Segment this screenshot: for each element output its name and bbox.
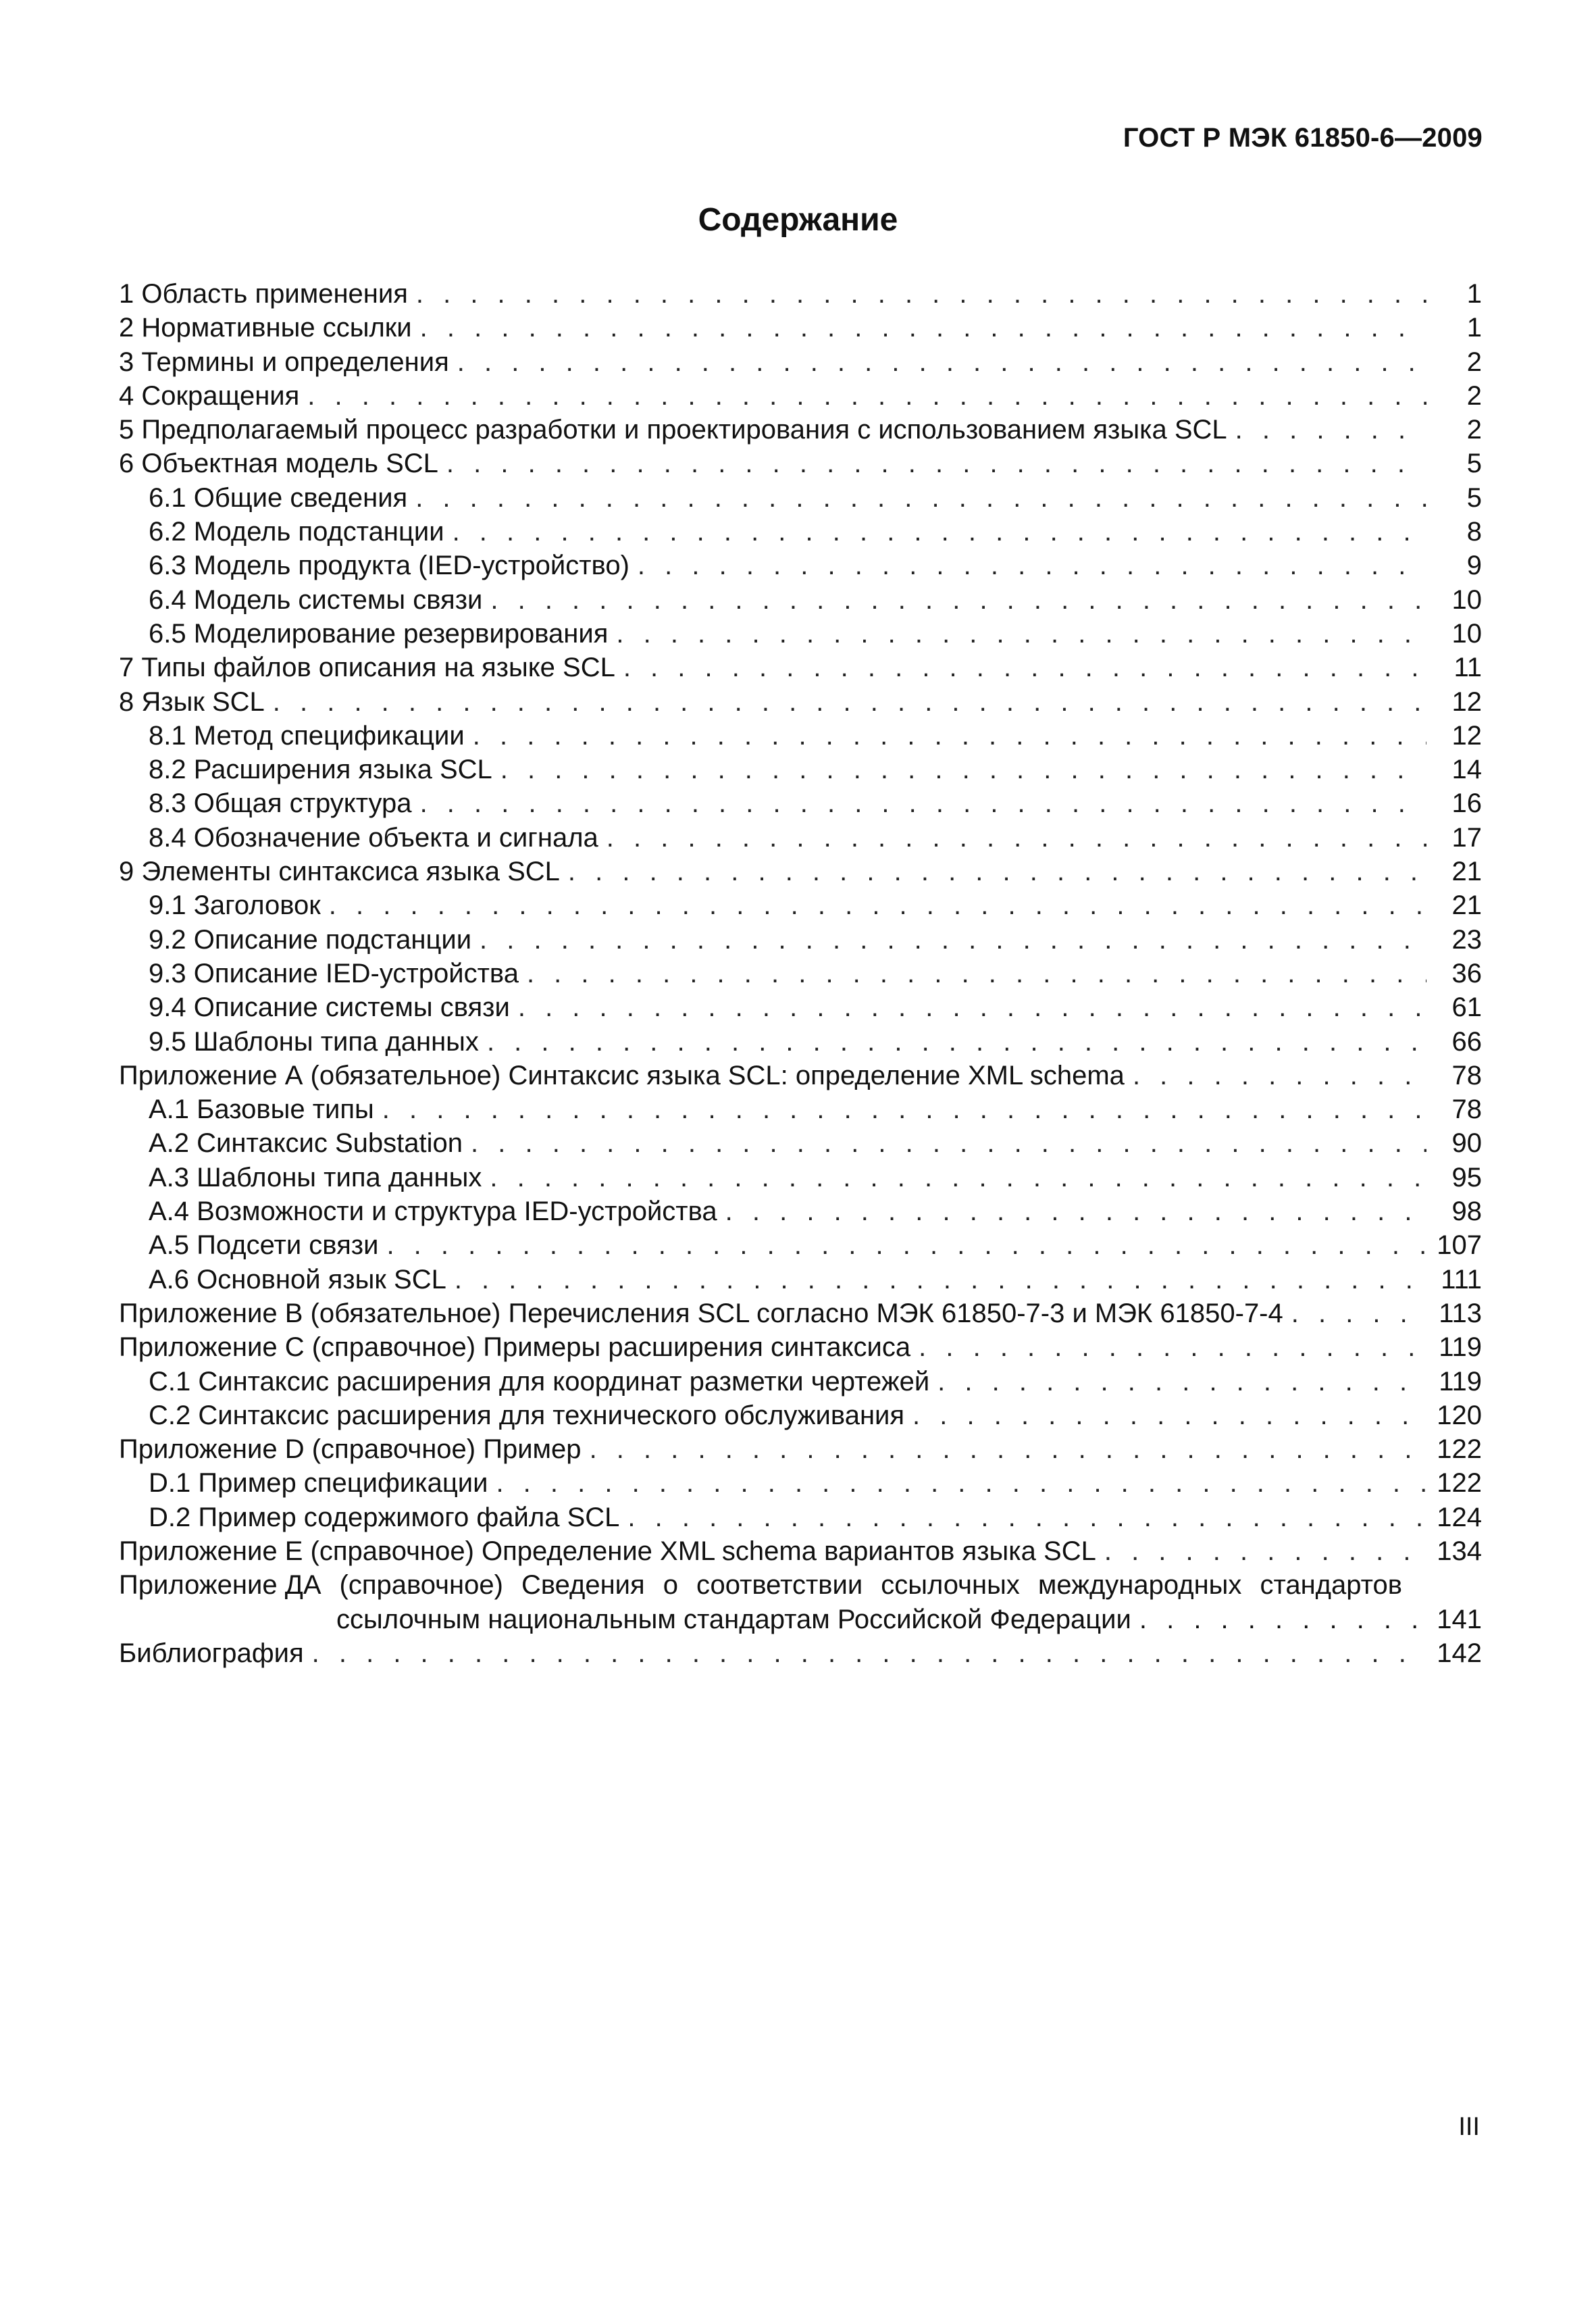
toc-section-entry[interactable] (119, 447, 1482, 480)
toc-dot-leader (919, 1330, 1426, 1364)
toc-dot-leader (446, 447, 1426, 480)
toc-entry-label: 8.3 Общая структура (149, 788, 412, 819)
toc-entry-page-number: 120 (1437, 1400, 1482, 1430)
toc-dot-leader (725, 1194, 1426, 1228)
toc-subsection-entry[interactable] (119, 1501, 1482, 1534)
toc-dot-leader (527, 957, 1426, 990)
toc-dot-leader (623, 651, 1426, 684)
toc-entry-page-number: 119 (1439, 1332, 1482, 1363)
toc-entry-page-number: 8 (1466, 517, 1482, 547)
toc-subsection-entry[interactable] (119, 1092, 1482, 1126)
toc-entry-label: D.2 Пример содержимого файла SCL (149, 1502, 620, 1532)
toc-dot-leader (627, 1501, 1426, 1534)
toc-entry-label: 9.2 Описание подстанции (149, 924, 472, 955)
toc-entry-page-number: 66 (1451, 1026, 1482, 1057)
toc-section-entry[interactable] (119, 277, 1482, 311)
toc-dot-leader (937, 1365, 1426, 1399)
toc-dot-leader (568, 855, 1426, 888)
toc-subsection-entry[interactable] (119, 1161, 1482, 1194)
toc-entry-page-number: 36 (1451, 958, 1482, 988)
toc-dot-leader (490, 583, 1426, 617)
toc-dot-leader (590, 1432, 1426, 1466)
toc-entry-label-line2: ссылочным национальным стандартам Российской Федерации (336, 1604, 1131, 1634)
toc-dot-leader (1104, 1534, 1426, 1568)
toc-entry-word: ссылочных (881, 1570, 1020, 1601)
toc-entry-label: 6.5 Моделирование резервирования (149, 618, 609, 649)
toc-dot-leader (912, 1399, 1426, 1432)
toc-entry-page-number: 1 (1466, 279, 1482, 309)
toc-subsection-entry[interactable] (119, 1399, 1482, 1432)
toc-entry-label: Приложение А (обязательное) Синтаксис языка SCL: определение XML schema (119, 1060, 1125, 1090)
toc-entry-page-number: 2 (1466, 415, 1482, 445)
toc-dot-leader (420, 786, 1426, 820)
toc-dot-leader (607, 821, 1426, 855)
toc-entry-page-number: 17 (1451, 822, 1482, 853)
toc-entry-label: 8.1 Метод спецификации (149, 720, 465, 751)
toc-subsection-entry[interactable] (119, 515, 1482, 549)
toc-subsection-entry[interactable] (119, 549, 1482, 582)
toc-entry-page-number: 107 (1437, 1230, 1482, 1261)
toc-entry-word: Сведения (521, 1570, 645, 1601)
toc-entry-label-line1 (119, 1568, 1482, 1602)
toc-entry-page-number: 14 (1451, 755, 1482, 785)
toc-subsection-entry[interactable] (119, 990, 1482, 1024)
toc-subsection-entry[interactable] (119, 957, 1482, 990)
toc-entry-page-number: 98 (1451, 1197, 1482, 1227)
toc-dot-leader (416, 277, 1426, 311)
document-number-header: ГОСТ Р МЭК 61850-6—2009 (1123, 123, 1483, 153)
toc-entry-label: 6.4 Модель системы связи (149, 584, 483, 615)
toc-dot-leader (490, 1161, 1426, 1194)
toc-entry-label: 7 Типы файлов описания на языке SCL (119, 653, 615, 683)
toc-entry-label: 9.3 Описание IED-устройства (149, 958, 519, 988)
toc-entry-label: 6 Объектная модель SCL (119, 449, 438, 479)
toc-dot-leader (455, 1263, 1426, 1297)
toc-entry-page-number: 134 (1437, 1536, 1482, 1566)
toc-entry-word: международных (1037, 1570, 1242, 1601)
toc-subsection-entry[interactable] (119, 753, 1482, 786)
toc-entry-page-number: 95 (1451, 1162, 1482, 1192)
toc-entry-label: 8 Язык SCL (119, 686, 265, 717)
toc-entry-page-number: 2 (1466, 347, 1482, 377)
toc-entry-word: о (663, 1570, 678, 1601)
toc-subsection-entry[interactable] (119, 719, 1482, 753)
toc-entry-label: 9.1 Заголовок (149, 890, 321, 921)
toc-dot-leader (382, 1092, 1426, 1126)
toc-entry-label: Приложение D (справочное) Пример (119, 1434, 582, 1465)
toc-entry-page-number: 21 (1451, 857, 1482, 887)
toc-entry-label: А.2 Синтаксис Substation (149, 1128, 463, 1159)
toc-dot-leader (518, 990, 1426, 1024)
toc-dot-leader (638, 549, 1426, 582)
toc-subsection-entry[interactable] (119, 1228, 1482, 1262)
toc-entry-page-number: 122 (1437, 1468, 1482, 1499)
toc-entry-page-number: 61 (1451, 992, 1482, 1023)
toc-entry-word: (справочное) (339, 1570, 503, 1601)
toc-section-entry[interactable] (119, 413, 1482, 447)
toc-section-entry[interactable] (119, 345, 1482, 379)
toc-entry-label: 6.2 Модель подстанции (149, 517, 444, 547)
toc-section-entry[interactable] (119, 1432, 1482, 1466)
toc-dot-leader (457, 345, 1426, 379)
toc-dot-leader (480, 923, 1426, 957)
toc-entry-label: Приложение Е (справочное) Определение XML schema вариантов языка SCL (119, 1536, 1096, 1566)
toc-entry-page-number: 90 (1451, 1128, 1482, 1159)
toc-subsection-entry[interactable] (119, 481, 1482, 515)
toc-entry-label: 9.5 Шаблоны типа данных (149, 1026, 479, 1057)
toc-entry-label: А.3 Шаблоны типа данных (149, 1162, 482, 1192)
toc-entry-label: 6.3 Модель продукта (IED-устройство) (149, 551, 629, 581)
toc-dot-leader (1291, 1297, 1426, 1330)
toc-entry-label: Библиография (119, 1638, 304, 1668)
toc-dot-leader (471, 1126, 1426, 1160)
toc-dot-leader (487, 1025, 1426, 1059)
toc-entry-page-number: 142 (1437, 1638, 1482, 1668)
toc-subsection-entry[interactable] (119, 1126, 1482, 1160)
toc-entry-page-number: 78 (1451, 1060, 1482, 1090)
toc-entry-page-number: 1 (1466, 313, 1482, 343)
toc-entry-label: 9.4 Описание системы связи (149, 992, 510, 1023)
toc-dot-leader (420, 311, 1426, 345)
toc-dot-leader (415, 481, 1426, 515)
toc-entry-page-number: 122 (1437, 1434, 1482, 1465)
toc-entry-page-number: 10 (1451, 618, 1482, 649)
toc-entry-label: А.1 Базовые типы (149, 1095, 374, 1125)
toc-entry-label: 3 Термины и определения (119, 347, 449, 377)
toc-entry-label: Приложение В (обязательное) Перечисления SCL согласно МЭК 61850-7-3 и МЭК 61850-7-4 (119, 1298, 1283, 1328)
toc-dot-leader (1139, 1603, 1426, 1636)
toc-entry-page-number: 21 (1451, 890, 1482, 921)
toc-entry-page-number: 9 (1466, 551, 1482, 581)
toc-section-entry[interactable] (119, 651, 1482, 684)
toc-entry-page-number: 111 (1441, 1264, 1482, 1294)
toc-entry-page-number: 16 (1451, 788, 1482, 819)
toc-section-entry[interactable] (119, 1330, 1482, 1364)
toc-entry-label: А.6 Основной язык SCL (149, 1264, 446, 1294)
toc-entry-label: D.1 Пример спецификации (149, 1468, 488, 1499)
toc-dot-leader (616, 617, 1426, 651)
toc-dot-leader (273, 685, 1426, 719)
toc-dot-leader (496, 1466, 1426, 1500)
toc-subsection-entry[interactable] (119, 583, 1482, 617)
toc-entry-label: 2 Нормативные ссылки (119, 313, 412, 343)
toc-section-entry[interactable] (119, 1059, 1482, 1092)
toc-dot-leader (307, 379, 1426, 413)
toc-subsection-entry[interactable] (119, 617, 1482, 651)
toc-entry-label: 5 Предполагаемый процесс разработки и проектирования с использованием языка SCL (119, 415, 1227, 445)
toc-entry-word: стандартов (1260, 1570, 1402, 1601)
toc-dot-leader (329, 888, 1426, 922)
table-of-contents (119, 277, 1482, 1670)
toc-subsection-entry[interactable] (119, 923, 1482, 957)
toc-dot-leader (473, 719, 1426, 753)
toc-entry-page-number: 10 (1451, 584, 1482, 615)
toc-dot-leader (500, 753, 1426, 786)
toc-section-entry[interactable] (119, 1297, 1482, 1330)
toc-entry-page-number: 124 (1437, 1502, 1482, 1532)
toc-annex-da-entry[interactable] (119, 1568, 1482, 1636)
toc-entry-label: С.2 Синтаксис расширения для технического обслуживания (149, 1400, 905, 1430)
toc-entry-page-number: 2 (1466, 380, 1482, 411)
toc-subsection-entry[interactable] (119, 888, 1482, 922)
toc-subsection-entry[interactable] (119, 1194, 1482, 1228)
toc-dot-leader (386, 1228, 1426, 1262)
toc-subsection-entry[interactable] (119, 1025, 1482, 1059)
toc-bibliography-entry[interactable] (119, 1636, 1482, 1670)
toc-section-entry[interactable] (119, 379, 1482, 413)
toc-section-entry[interactable] (119, 855, 1482, 888)
toc-entry-label: С.1 Синтаксис расширения для координат разметки чертежей (149, 1366, 930, 1397)
toc-entry-label: А.4 Возможности и структура IED-устройства (149, 1197, 717, 1227)
toc-entry-page-number: 11 (1453, 653, 1482, 683)
toc-subsection-entry[interactable] (119, 1466, 1482, 1500)
toc-entry-label: 1 Область применения (119, 279, 408, 309)
page-number-footer: III (1458, 2113, 1480, 2141)
toc-dot-leader (312, 1636, 1426, 1670)
toc-dot-leader (1235, 413, 1426, 447)
toc-entry-label: 9 Элементы синтаксиса языка SCL (119, 857, 560, 887)
toc-entry-label: А.5 Подсети связи (149, 1230, 379, 1261)
toc-entry-page-number: 12 (1451, 686, 1482, 717)
toc-subsection-entry[interactable] (119, 1263, 1482, 1297)
toc-subsection-entry[interactable] (119, 821, 1482, 855)
toc-dot-leader (1133, 1059, 1426, 1092)
toc-entry-word: Приложение ДА (119, 1570, 321, 1601)
toc-section-entry[interactable] (119, 1534, 1482, 1568)
toc-entry-page-number: 12 (1451, 720, 1482, 751)
toc-entry-page-number: 23 (1451, 924, 1482, 955)
toc-entry-page-number: 119 (1439, 1366, 1482, 1397)
toc-entry-label: 6.1 Общие сведения (149, 482, 408, 513)
toc-dot-leader (453, 515, 1426, 549)
toc-entry-label: 4 Сокращения (119, 380, 300, 411)
toc-entry-label: 8.4 Обозначение объекта и сигнала (149, 822, 598, 853)
toc-entry-word: соответствии (696, 1570, 863, 1601)
toc-section-entry[interactable] (119, 685, 1482, 719)
toc-entry-page-number: 78 (1451, 1095, 1482, 1125)
toc-entry-page-number: 113 (1439, 1298, 1482, 1328)
toc-entry-page-number: 5 (1466, 482, 1482, 513)
toc-entry-label: 8.2 Расширения языка SCL (149, 755, 492, 785)
toc-entry-page-number: 141 (1437, 1604, 1482, 1634)
toc-subsection-entry[interactable] (119, 786, 1482, 820)
toc-entry-page-number: 5 (1466, 449, 1482, 479)
toc-subsection-entry[interactable] (119, 1365, 1482, 1399)
toc-section-entry[interactable] (119, 311, 1482, 345)
page-title: Содержание (698, 202, 898, 238)
toc-entry-label: Приложение С (справочное) Примеры расширения синтаксиса (119, 1332, 911, 1363)
